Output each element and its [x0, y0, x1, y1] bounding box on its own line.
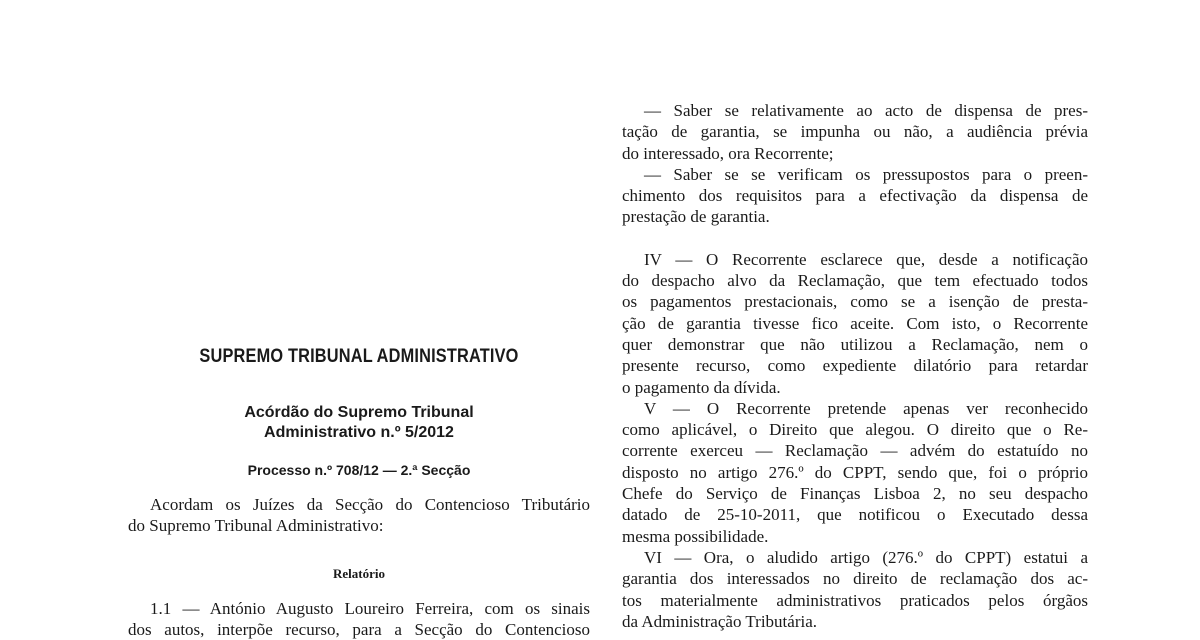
q1-line-3: do interessado, ora Recorrente; [622, 143, 834, 163]
vi-line-3: tos materialmente administrativos praticados pelos órgãos [622, 590, 1088, 610]
q1-line-2: tação de garantia, se impunha ou não, a audiência prévia [622, 122, 1088, 142]
ruling-title [128, 403, 590, 443]
vi-line-1: VI — Ora, o aludido artigo (276.º do CPPT) estatui a [644, 547, 1088, 567]
court-heading: SUPREMO TRIBUNAL ADMINISTRATIVO [199, 346, 519, 367]
v-line-3: corrente exerceu — Reclamação — advém do estatuído no [622, 441, 1088, 461]
q2-line-1: — Saber se se verificam os pressupostos para o preen- [644, 164, 1088, 184]
p11-line-2: dos autos, interpõe recurso, para a Secção do Contencioso [128, 620, 590, 639]
v-line-5: Chefe do Serviço de Finanças Lisboa 2, no seu despacho [622, 484, 1088, 504]
ruling-title-line-2: Administrativo n.º 5/2012 [264, 424, 454, 441]
q1-line-1: — Saber se relativamente ao acto de dispensa de pres- [644, 101, 1088, 120]
section-heading-relatorio: Relatório [333, 566, 385, 581]
iv-line-5: quer demonstrar que não utilizou a Reclamação, nem o [622, 334, 1088, 354]
left-column [128, 0, 590, 639]
intro-line-1: Acordam os Juízes da Secção do Contencioso Tributário [150, 495, 590, 514]
vi-line-4: da Administração Tributária. [622, 611, 818, 631]
iv-line-6: presente recurso, como expediente dilatório para retardar [622, 356, 1088, 376]
vi-line-2: garantia dos interessados no direito de reclamação dos ac- [622, 569, 1088, 589]
iv-line-2: do despacho alvo da Reclamação, que tem efectuado todos [622, 271, 1088, 291]
paragraph-v [622, 398, 1088, 547]
question-2 [622, 164, 1088, 228]
intro-paragraph [128, 494, 590, 536]
iv-line-7: o pagamento da dívida. [622, 377, 781, 397]
question-1 [622, 100, 1088, 164]
q2-line-2: chimento dos requisitos para a efectivação da dispensa de [622, 186, 1088, 206]
v-line-4: disposto no artigo 276.º do CPPT, sendo que, foi o próprio [622, 462, 1088, 482]
right-column [622, 100, 1088, 632]
q2-line-3: prestação de garantia. [622, 207, 770, 227]
v-line-6: datado de 25-10-2011, que notificou o Executado dessa [622, 505, 1088, 525]
paragraph-iv [622, 249, 1088, 398]
process-number: Processo n.º 708/12 — 2.ª Secção [247, 462, 471, 478]
ruling-title-line-1: Acórdão do Supremo Tribunal [244, 404, 474, 421]
v-line-2: como aplicável, o Direito que alegou. O direito que o Re- [622, 420, 1088, 440]
iv-line-1: IV — O Recorrente esclarece que, desde a notificação [644, 249, 1088, 269]
p11-line-1: 1.1 — António Augusto Loureiro Ferreira, com os sinais [150, 599, 590, 618]
paragraph-1-1 [128, 598, 590, 640]
iv-line-4: ção de garantia tivesse fico aceite. Com isto, o Recorrente [622, 313, 1088, 333]
v-line-1: V — O Recorrente pretende apenas ver reconhecido [644, 398, 1088, 418]
paragraph-vi [622, 547, 1088, 632]
v-line-7: mesma possibilidade. [622, 526, 769, 546]
iv-line-3: os pagamentos prestacionais, como se a isenção de presta- [622, 292, 1088, 312]
intro-line-2: do Supremo Tribunal Administrativo: [128, 516, 384, 535]
